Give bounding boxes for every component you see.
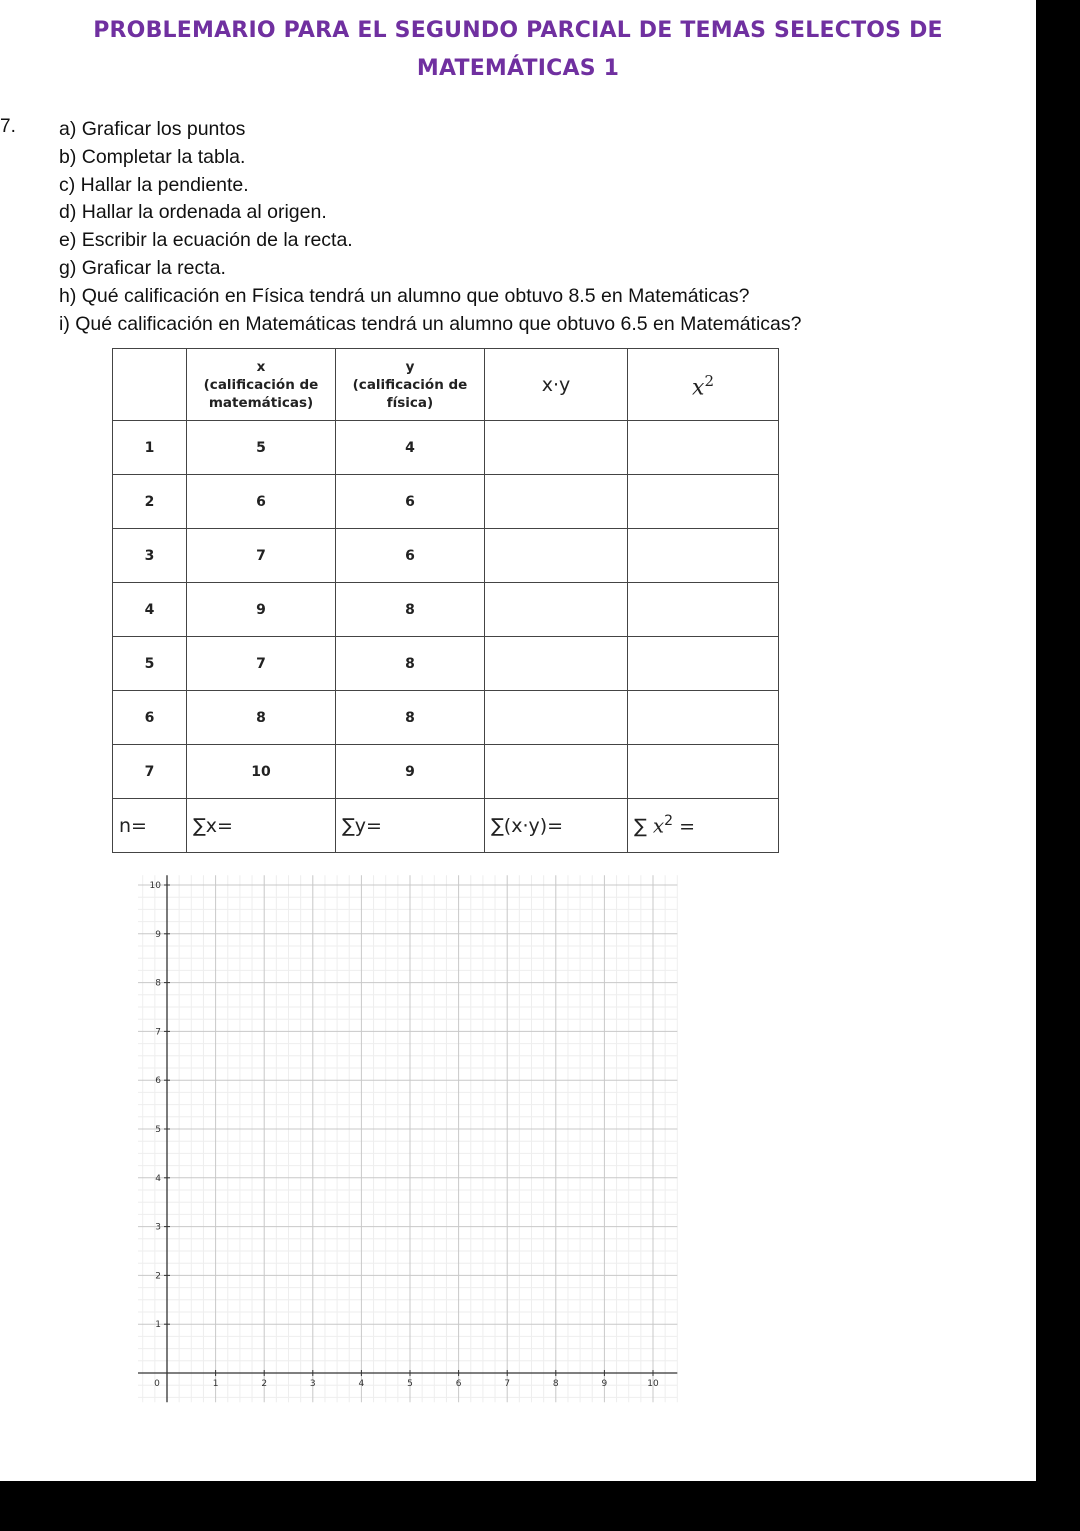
- y-tick-label: 5: [155, 1125, 161, 1135]
- question-item: b) Completar la tabla.: [59, 145, 246, 168]
- table-row: [113, 583, 779, 637]
- cell-y: 8: [336, 691, 485, 745]
- footer-sum-y[interactable]: ∑y=: [336, 799, 485, 853]
- x-tick-label: 10: [647, 1379, 659, 1389]
- question-item: e) Escribir la ecuación de la recta.: [59, 229, 353, 252]
- cell-y: 8: [336, 583, 485, 637]
- cell-x: 5: [187, 421, 336, 475]
- y-tick-label: 8: [155, 978, 161, 989]
- question-item: h) Qué calificación en Física tendrá un alumno que obtuvo 8.5 en Matemáticas?: [59, 284, 750, 307]
- page-title-line-2: MATEMÁTICAS 1: [416, 56, 620, 81]
- cell-x: 7: [187, 529, 336, 583]
- table-row: [113, 475, 779, 529]
- footer-sum-x2[interactable]: [628, 799, 779, 853]
- y-tick-label: 6: [155, 1076, 161, 1087]
- cell-x2-blank[interactable]: [628, 691, 779, 745]
- footer-sum-x2-sigma: ∑: [634, 815, 647, 838]
- y-tick-label: 7: [155, 1027, 161, 1038]
- header-y-desc: (calificación de física): [352, 376, 468, 411]
- cell-x2-blank[interactable]: [628, 745, 779, 799]
- footer-sum-xy[interactable]: ∑(x·y)=: [485, 799, 628, 853]
- header-x-squared: [628, 349, 779, 421]
- header-x: [187, 349, 336, 421]
- header-n: [113, 349, 187, 421]
- footer-sum-x2-eq: =: [679, 815, 696, 838]
- question-list: [59, 116, 802, 338]
- cell-y: 8: [336, 637, 485, 691]
- cell-xy-blank[interactable]: [485, 637, 628, 691]
- cell-n: 7: [113, 745, 187, 799]
- cell-y: 4: [336, 421, 485, 475]
- x-tick-label: 5: [407, 1379, 413, 1389]
- table-footer-row: [113, 799, 779, 853]
- table-row: [113, 637, 779, 691]
- data-table: [112, 348, 779, 853]
- cell-xy-blank[interactable]: [485, 421, 628, 475]
- table-row: [113, 691, 779, 745]
- header-x2-base: x: [692, 375, 705, 401]
- coordinate-grid[interactable]: [138, 874, 683, 1419]
- problem-number: 7.: [0, 116, 16, 137]
- cell-x2-blank[interactable]: [628, 421, 779, 475]
- question-item: g) Graficar la recta.: [59, 256, 226, 279]
- x-tick-label: 3: [309, 1379, 316, 1389]
- question-item: i) Qué calificación en Matemáticas tendrá un alumno que obtuvo 6.5 en Matemáticas?: [59, 312, 802, 335]
- cell-n: 4: [113, 583, 187, 637]
- cell-x: 8: [187, 691, 336, 745]
- header-x-desc: (calificación de matemáticas): [203, 376, 319, 411]
- cell-n: 6: [113, 691, 187, 745]
- header-y: [336, 349, 485, 421]
- header-x2-exp: 2: [704, 371, 714, 390]
- y-tick-label: 3: [155, 1222, 161, 1233]
- cell-xy-blank[interactable]: [485, 583, 628, 637]
- x-tick-label: 0: [154, 1379, 160, 1389]
- table-row: [113, 421, 779, 475]
- table-row: [113, 529, 779, 583]
- x-tick-label: 4: [358, 1379, 365, 1389]
- footer-sum-x2-exp: 2: [664, 813, 674, 830]
- cell-x: 10: [187, 745, 336, 799]
- x-tick-label: 8: [552, 1379, 559, 1389]
- page-title-line-1: PROBLEMARIO PARA EL SEGUNDO PARCIAL DE TEMAS SELECTOS DE: [93, 18, 943, 43]
- question-item: d) Hallar la ordenada al origen.: [59, 201, 327, 224]
- table-row: [113, 745, 779, 799]
- x-tick-label: 7: [504, 1379, 511, 1389]
- y-tick-label: 4: [155, 1173, 161, 1184]
- cell-y: 6: [336, 475, 485, 529]
- y-tick-label: 9: [155, 929, 161, 940]
- y-tick-label: 10: [149, 881, 161, 891]
- cell-x2-blank[interactable]: [628, 529, 779, 583]
- x-tick-label: 1: [212, 1379, 219, 1389]
- y-tick-label: 1: [155, 1320, 161, 1331]
- cell-xy-blank[interactable]: [485, 529, 628, 583]
- x-tick-label: 6: [455, 1379, 462, 1389]
- footer-sum-x2-base: x: [652, 813, 665, 838]
- cell-n: 1: [113, 421, 187, 475]
- x-tick-label: 9: [601, 1379, 608, 1389]
- cell-x: 7: [187, 637, 336, 691]
- footer-sum-x[interactable]: ∑x=: [187, 799, 336, 853]
- cell-xy-blank[interactable]: [485, 691, 628, 745]
- y-tick-label: 2: [155, 1271, 161, 1282]
- cell-x: 6: [187, 475, 336, 529]
- question-item: a) Graficar los puntos: [59, 118, 246, 140]
- header-x-var: x: [256, 358, 266, 375]
- cell-n: 3: [113, 529, 187, 583]
- cell-x2-blank[interactable]: [628, 475, 779, 529]
- cell-y: 6: [336, 529, 485, 583]
- x-tick-label: 2: [261, 1379, 268, 1389]
- cell-n: 5: [113, 637, 187, 691]
- cell-n: 2: [113, 475, 187, 529]
- question-item: c) Hallar la pendiente.: [59, 173, 249, 196]
- footer-n[interactable]: n=: [113, 799, 187, 853]
- cell-xy-blank[interactable]: [485, 745, 628, 799]
- cell-x2-blank[interactable]: [628, 583, 779, 637]
- cell-x2-blank[interactable]: [628, 637, 779, 691]
- table-header-row: [113, 349, 779, 421]
- header-y-var: y: [405, 358, 415, 375]
- cell-x: 9: [187, 583, 336, 637]
- cell-xy-blank[interactable]: [485, 475, 628, 529]
- header-xy: x·y: [485, 349, 628, 421]
- cell-y: 9: [336, 745, 485, 799]
